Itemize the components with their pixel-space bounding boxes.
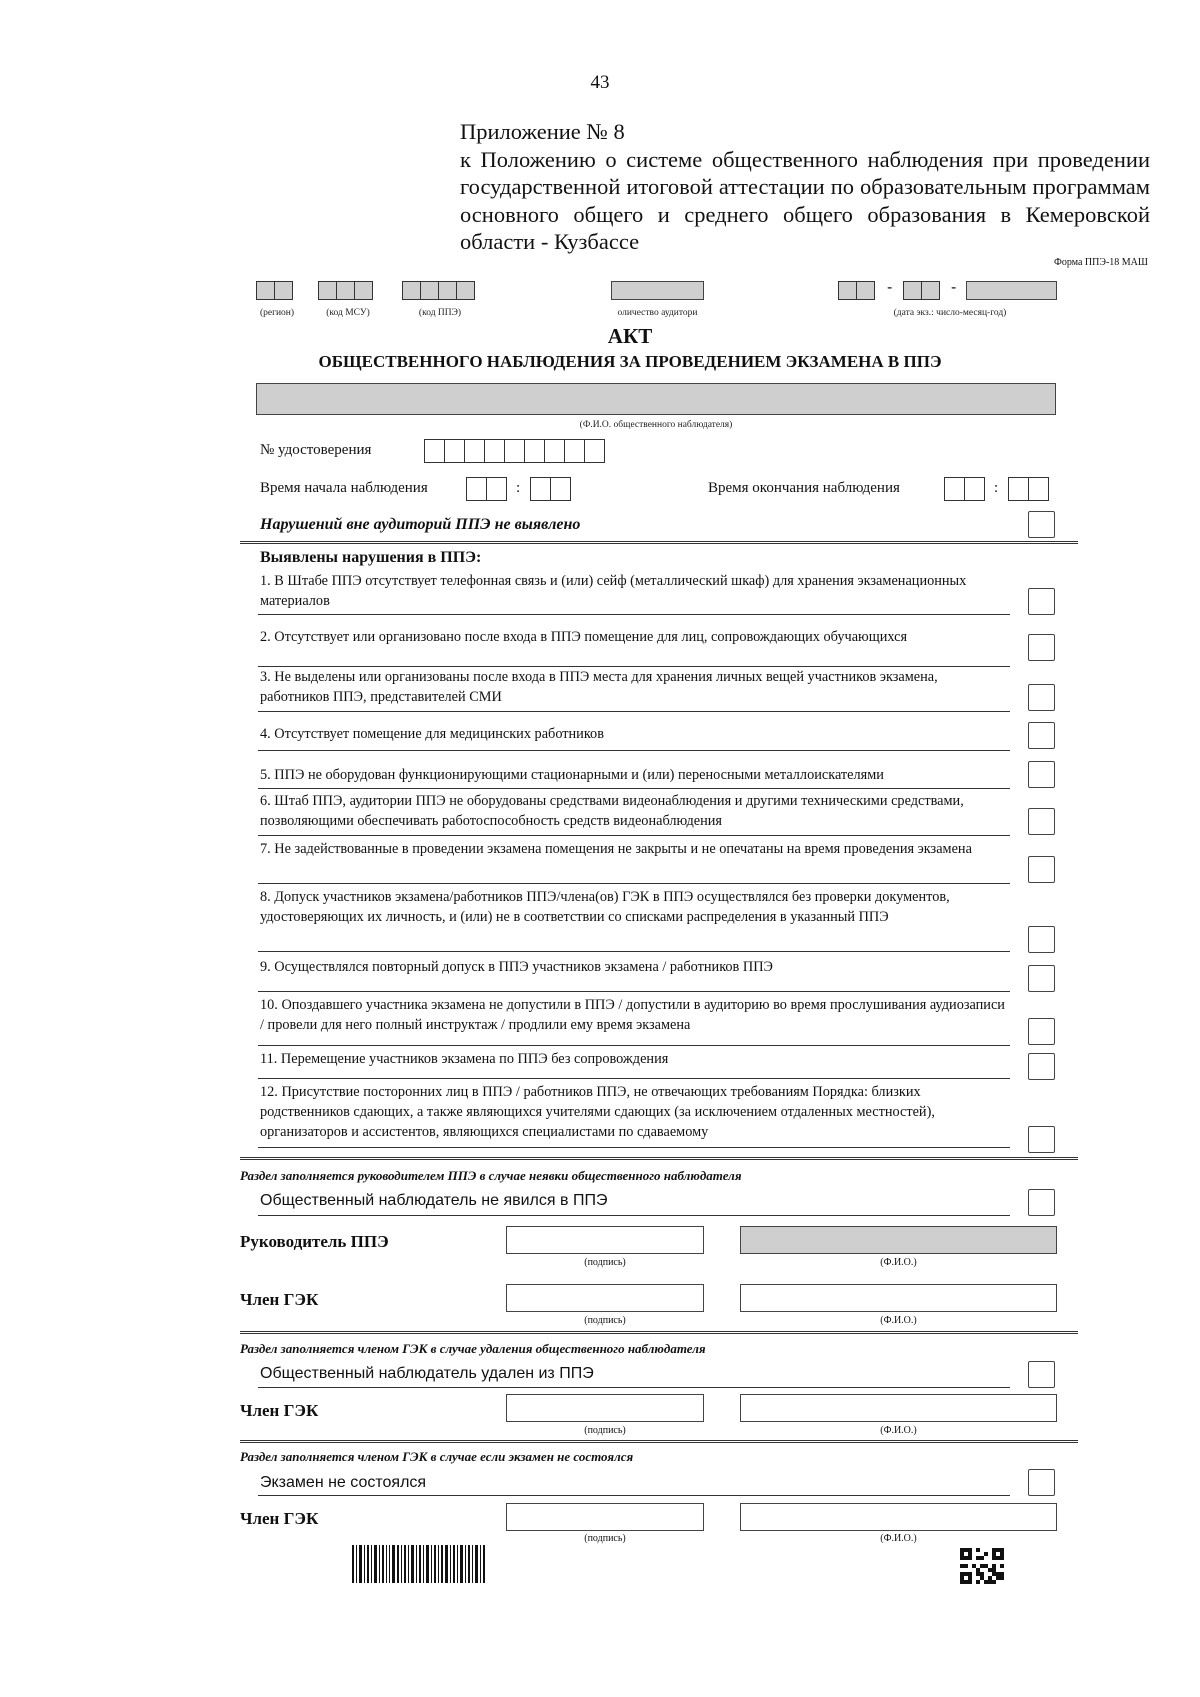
- row-line: [258, 750, 1010, 751]
- date-year-field[interactable]: [966, 281, 1057, 300]
- fio-caption: (Ф.И.О.): [880, 1257, 917, 1268]
- cell[interactable]: [544, 439, 565, 463]
- time-end-minutes[interactable]: [1008, 477, 1048, 501]
- observer-name-field[interactable]: [256, 383, 1056, 415]
- ppe-cells[interactable]: [402, 281, 474, 300]
- date-separator: -: [951, 279, 957, 296]
- observer-caption: (Ф.И.О. общественного наблюдателя): [579, 420, 733, 430]
- cell[interactable]: [524, 439, 545, 463]
- date-caption: (дата экз.: число-месяц-год): [893, 308, 1007, 318]
- qr-code-icon: [960, 1548, 1004, 1584]
- removed-item-label: Общественный наблюдатель удален из ППЭ: [260, 1365, 594, 1382]
- violation-7-checkbox[interactable]: [1028, 856, 1055, 883]
- msu-cells[interactable]: [318, 281, 372, 300]
- violation-12-checkbox[interactable]: [1028, 1126, 1055, 1153]
- cell[interactable]: [1008, 477, 1029, 501]
- violation-3-text: 3. Не выделены или организованы после входа в ППЭ места для хранения личных вещей участников экзамена, работников ППЭ, представителей СМИ: [260, 669, 938, 705]
- region-caption: (регион): [259, 308, 295, 318]
- gek-fio-field[interactable]: [740, 1394, 1057, 1422]
- row-line: [258, 1387, 1010, 1388]
- annex-title: Приложение № 8: [460, 119, 625, 144]
- violation-1-checkbox[interactable]: [1028, 588, 1055, 615]
- violation-5-text: 5. ППЭ не оборудован функционирующими стационарными и (или) переносными металлоискателями: [260, 767, 884, 783]
- cell[interactable]: [438, 281, 457, 300]
- gek-fio-field[interactable]: [740, 1503, 1057, 1531]
- certificate-cells[interactable]: [424, 439, 604, 463]
- violation-10-checkbox[interactable]: [1028, 1018, 1055, 1045]
- row-line: [258, 1215, 1010, 1216]
- cell[interactable]: [444, 439, 465, 463]
- row-line: [258, 1045, 1010, 1046]
- row-line: [258, 1078, 1010, 1079]
- violation-6-text: 6. Штаб ППЭ, аудитории ППЭ не оборудованы средствами видеонаблюдения и другими техническими средствами, позволяющими обеспечивать работоспособность средств видеонаблюдения: [260, 793, 964, 829]
- violation-11-text: 11. Перемещение участников экзамена по ППЭ без сопровождения: [260, 1051, 669, 1067]
- violation-8-checkbox[interactable]: [1028, 926, 1055, 953]
- act-subtitle: ОБЩЕСТВЕННОГО НАБЛЮДЕНИЯ ЗА ПРОВЕДЕНИЕМ ЭКЗАМЕНА В ППЭ: [318, 352, 942, 371]
- fio-caption: (Ф.И.О.): [880, 1315, 917, 1326]
- violation-9-checkbox[interactable]: [1028, 965, 1055, 992]
- cell[interactable]: [944, 477, 965, 501]
- signature-caption: (подпись): [584, 1425, 626, 1436]
- gek-fio-field[interactable]: [740, 1284, 1057, 1312]
- cell[interactable]: [424, 439, 445, 463]
- gek-signature-field[interactable]: [506, 1394, 704, 1422]
- violation-6-checkbox[interactable]: [1028, 808, 1055, 835]
- cell[interactable]: [530, 477, 551, 501]
- head-ppe-label: Руководитель ППЭ: [240, 1232, 389, 1251]
- time-end-hours[interactable]: [944, 477, 984, 501]
- time-start-minutes[interactable]: [530, 477, 570, 501]
- cell[interactable]: [466, 477, 487, 501]
- cell[interactable]: [564, 439, 585, 463]
- absent-checkbox[interactable]: [1028, 1189, 1055, 1216]
- section-removed-title: Раздел заполняется членом ГЭК в случае удаления общественного наблюдателя: [240, 1341, 706, 1356]
- violation-8-text: 8. Допуск участников экзамена/работников ППЭ/члена(ов) ГЭК в ППЭ осуществлялся без проверки документов, удостоверяющих их личность, и (или) не в соответствии со списками распределения в указанный ППЭ: [260, 889, 950, 925]
- violation-5-checkbox[interactable]: [1028, 761, 1055, 788]
- barcode-icon: [352, 1545, 488, 1583]
- violation-2-text: 2. Отсутствует или организовано после входа в ППЭ помещение для лиц, сопровождающих обучающихся: [260, 629, 908, 645]
- cell[interactable]: [336, 281, 355, 300]
- violation-1-text: 1. В Штабе ППЭ отсутствует телефонная связь и (или) сейф (металлический шкаф) для хранения экзаменационных материалов: [260, 573, 967, 609]
- row-line: [258, 991, 1010, 992]
- act-title: АКТ: [607, 324, 653, 348]
- cell[interactable]: [486, 477, 507, 501]
- violation-2-checkbox[interactable]: [1028, 634, 1055, 661]
- cell[interactable]: [256, 281, 275, 300]
- head-fio-field[interactable]: [740, 1226, 1057, 1254]
- not-held-checkbox[interactable]: [1028, 1469, 1055, 1496]
- date-day-cells[interactable]: [838, 281, 874, 300]
- violation-12-text: 12. Присутствие посторонних лиц в ППЭ / работников ППЭ, не отвечающих требованиям Порядка: близких родственников сдающих, а также являющихся учителями сдающих (за исключением отдаленных местностей), организаторов и ассистентов, являющихся специалистами по сдаваемому: [260, 1084, 935, 1140]
- violation-4-checkbox[interactable]: [1028, 722, 1055, 749]
- cell[interactable]: [903, 281, 922, 300]
- cell[interactable]: [550, 477, 571, 501]
- gek-member-label: Член ГЭК: [240, 1509, 319, 1528]
- section-absent-title: Раздел заполняется руководителем ППЭ в случае неявки общественного наблюдателя: [240, 1168, 742, 1183]
- cell[interactable]: [1028, 477, 1049, 501]
- row-line: [258, 835, 1010, 836]
- gek-member-label: Член ГЭК: [240, 1401, 319, 1420]
- cell[interactable]: [584, 439, 605, 463]
- row-line: [258, 1495, 1010, 1496]
- ppe-caption: (код ППЭ): [418, 308, 462, 318]
- gek-member-label: Член ГЭК: [240, 1290, 319, 1309]
- auditoriums-field[interactable]: [611, 281, 704, 300]
- head-signature-field[interactable]: [506, 1226, 704, 1254]
- certificate-label: № удостоверения: [260, 442, 372, 458]
- date-separator: -: [887, 279, 893, 296]
- cell[interactable]: [921, 281, 940, 300]
- row-line: [258, 614, 1010, 615]
- time-start-label: Время начала наблюдения: [260, 480, 428, 496]
- no-violations-outside-label: Нарушений вне аудиторий ППЭ не выявлено: [260, 516, 581, 533]
- region-cells[interactable]: [256, 281, 292, 300]
- violations-header: Выявлены нарушения в ППЭ:: [260, 549, 482, 566]
- signature-caption: (подпись): [584, 1533, 626, 1544]
- gek-signature-field[interactable]: [506, 1284, 704, 1312]
- gek-signature-field[interactable]: [506, 1503, 704, 1531]
- violation-3-checkbox[interactable]: [1028, 684, 1055, 711]
- time-colon: :: [516, 480, 521, 496]
- cell[interactable]: [402, 281, 421, 300]
- section-divider: [240, 1331, 1078, 1334]
- cell[interactable]: [504, 439, 525, 463]
- signature-caption: (подпись): [584, 1257, 626, 1268]
- cell[interactable]: [274, 281, 293, 300]
- violation-4-text: 4. Отсутствует помещение для медицинских работников: [260, 726, 604, 742]
- cell[interactable]: [456, 281, 475, 300]
- section-divider: [240, 541, 1078, 544]
- cell[interactable]: [420, 281, 439, 300]
- violation-7-text: 7. Не задействованные в проведении экзамена помещения не закрыты и не опечатаны на время проведения экзамена: [260, 841, 972, 857]
- annex-header: [460, 118, 1150, 256]
- no-violations-outside-checkbox[interactable]: [1028, 511, 1055, 538]
- row-line: [258, 788, 1010, 789]
- time-colon: :: [994, 480, 999, 496]
- cell[interactable]: [354, 281, 373, 300]
- page-number: 43: [590, 72, 610, 93]
- absent-item-label: Общественный наблюдатель не явился в ППЭ: [260, 1192, 608, 1209]
- date-month-cells[interactable]: [903, 281, 939, 300]
- row-line: [258, 711, 1010, 712]
- violation-10-text: 10. Опоздавшего участника экзамена не допустили в ППЭ / допустили в аудиторию во время прослушивания аудиозаписи / провели для него полный инструктаж / продлили ему время экзамена: [260, 997, 1005, 1033]
- cell[interactable]: [484, 439, 505, 463]
- time-end-label: Время окончания наблюдения: [708, 480, 900, 496]
- row-line: [258, 883, 1010, 884]
- msu-caption: (код МСУ): [326, 308, 370, 318]
- time-start-hours[interactable]: [466, 477, 506, 501]
- not-held-item-label: Экзамен не состоялся: [260, 1474, 427, 1491]
- cell[interactable]: [964, 477, 985, 501]
- violation-11-checkbox[interactable]: [1028, 1053, 1055, 1080]
- cell[interactable]: [318, 281, 337, 300]
- cell[interactable]: [856, 281, 875, 300]
- section-divider: [240, 1157, 1078, 1160]
- annex-text: к Положению о системе общественного наблюдения при проведении государственной итоговой аттестации по образовательным программам основного общего и среднего общего образования в Кемеровской области - Кузбассе: [460, 146, 1150, 254]
- section-not-held-title: Раздел заполняется членом ГЭК в случае если экзамен не состоялся: [240, 1449, 634, 1464]
- fio-caption: (Ф.И.О.): [880, 1425, 917, 1436]
- cell[interactable]: [838, 281, 857, 300]
- section-divider: [240, 1440, 1078, 1443]
- auditoriums-caption: оличество аудитори: [617, 308, 698, 318]
- cell[interactable]: [464, 439, 485, 463]
- form-code: Форма ППЭ-18 МАШ: [1053, 257, 1148, 268]
- fio-caption: (Ф.И.О.): [880, 1533, 917, 1544]
- removed-checkbox[interactable]: [1028, 1361, 1055, 1388]
- row-line: [258, 951, 1010, 952]
- row-line: [258, 1147, 1010, 1148]
- violation-9-text: 9. Осуществлялся повторный допуск в ППЭ участников экзамена / работников ППЭ: [260, 959, 773, 975]
- signature-caption: (подпись): [584, 1315, 626, 1326]
